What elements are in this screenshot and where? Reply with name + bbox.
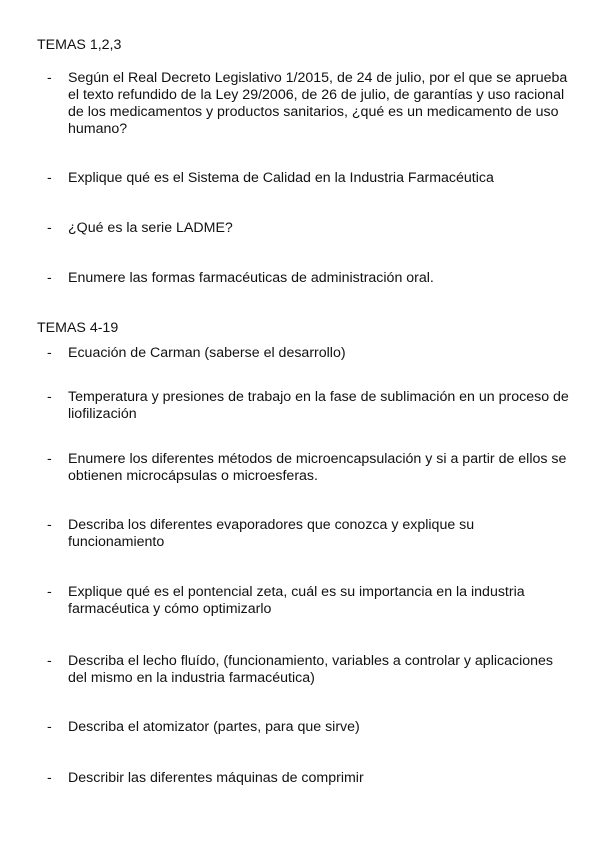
bullet-dash: -: [47, 389, 52, 405]
bullet-dash: -: [47, 719, 52, 735]
question-text: Describir las diferentes máquinas de comprimir: [68, 770, 364, 786]
question-text: Según el Real Decreto Legislativo 1/2015, de 24 de julio, por el que se aprueba el texto refundido de la Ley 29/2006, de 26 de julio, de garantías y uso racional de los medicamentos y productos sanitarios, ¿qué es un medicamento de uso humano?: [68, 70, 568, 137]
question-text: ¿Qué es la serie LADME?: [68, 220, 233, 236]
bullet-dash: -: [47, 770, 52, 786]
bullet-dash: -: [47, 270, 52, 286]
question-text: Explique qué es el Sistema de Calidad en la Industria Farmacéutica: [68, 170, 494, 186]
question-text: Ecuación de Carman (saberse el desarrollo): [68, 345, 346, 361]
question-text: Describa los diferentes evaporadores que conozca y explique su funcionamiento: [68, 517, 475, 550]
question-text: Enumere las formas farmacéuticas de administración oral.: [68, 270, 434, 286]
bullet-dash: -: [47, 517, 52, 533]
section-heading-temas-1-2-3: TEMAS 1,2,3: [37, 37, 122, 53]
bullet-dash: -: [47, 653, 52, 669]
bullet-dash: -: [47, 451, 52, 467]
bullet-dash: -: [47, 170, 52, 186]
question-text: Explique qué es el pontencial zeta, cuál es su importancia en la industria farmacéutica y cómo optimizarlo: [68, 584, 525, 617]
question-text: Describa el atomizator (partes, para que sirve): [68, 719, 360, 735]
section-heading-temas-4-19: TEMAS 4-19: [37, 320, 119, 336]
bullet-dash: -: [47, 220, 52, 236]
question-text: Enumere los diferentes métodos de microencapsulación y si a partir de ellos se obtienen microcápsulas o microesferas.: [68, 451, 567, 484]
question-text: Describa el lecho fluído, (funcionamiento, variables a controlar y aplicaciones del mismo en la industria farmacéutica): [68, 653, 553, 686]
bullet-dash: -: [47, 70, 52, 86]
question-text: Temperatura y presiones de trabajo en la fase de sublimación en un proceso de liofilización: [68, 389, 569, 422]
bullet-dash: -: [47, 345, 52, 361]
bullet-dash: -: [47, 584, 52, 600]
